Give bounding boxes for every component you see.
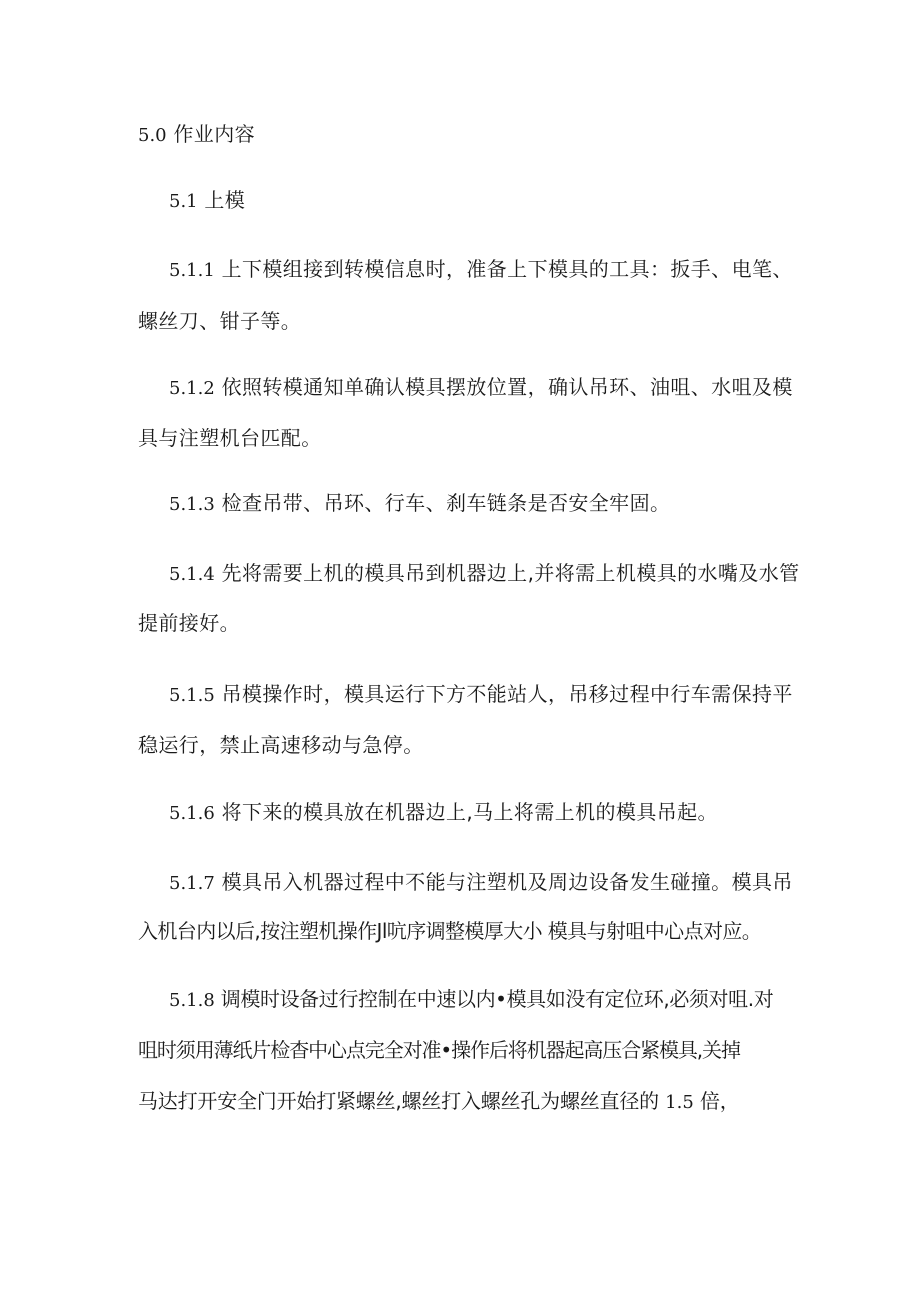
section-number: 5.0	[138, 125, 167, 146]
item-text: 先将需要上机的模具吊到机器边上,并将需上机模具的水嘴及水管	[221, 561, 800, 585]
item-text: 入机台内以后,按注塑机操作Jl吭序调整模厚大小 模具与射咀中心点对应。	[138, 919, 762, 943]
item-number: 5.1.3	[169, 494, 215, 515]
item-5-1-5-line-2	[138, 733, 424, 757]
subsection-title: 上模	[204, 188, 246, 212]
item-5-1-7-line-2	[138, 919, 761, 943]
item-text: 吊模操作时，模具运行下方不能站人，吊移过程中行车需保持平	[221, 682, 793, 706]
item-number: 5.1.5	[169, 685, 215, 706]
item-text: 稳运行，禁止高速移动与急停。	[138, 733, 424, 757]
item-number: 5.1.8	[169, 990, 215, 1011]
item-text: 模具吊入机器过程中不能与注塑机及周边设备发生碰撞。模具吊	[221, 870, 793, 894]
item-5-1-8-line-3	[138, 1089, 740, 1115]
item-text: 具与注塑机台匹配。	[138, 426, 322, 450]
item-text: 马达打开安全门开始打紧螺丝,螺丝打入螺丝孔为螺丝直径的	[138, 1089, 659, 1113]
item-text: 将下来的模具放在机器边上,马上将需上机的模具吊起。	[221, 800, 718, 824]
item-5-1-4-line-1	[169, 561, 800, 587]
item-text: 咀时须用薄纸片检杳中心点完全对准•操作后将机器起高压合紧模具,关掉	[138, 1038, 740, 1062]
item-number: 5.1.1	[169, 260, 215, 281]
item-5-1-2-line-1	[169, 375, 793, 401]
item-5-1-6-line-1	[169, 800, 718, 826]
item-text: 检查吊带、吊环、行车、刹车链条是否安全牢固。	[221, 491, 671, 515]
item-5-1-1-line-1	[169, 257, 793, 283]
item-text: 提前接好。	[138, 611, 240, 635]
item-text: 上下模组接到转模信息时，准备上下模具的工具：扳手、电笔、	[221, 257, 793, 281]
section-heading	[138, 122, 255, 148]
section-title: 作业内容	[173, 122, 256, 146]
item-5-1-8-line-2	[138, 1038, 740, 1062]
item-number: 5.1.2	[169, 378, 215, 399]
item-text: 调模时设备过行控制在中速以内•模具如没有定位环,必须对咀.对	[220, 987, 774, 1011]
item-number: 5.1.6	[169, 803, 215, 824]
subsection-number: 5.1	[169, 191, 198, 212]
item-5-1-3-line-1	[169, 491, 670, 517]
item-5-1-2-line-2	[138, 426, 322, 450]
item-text: 倍，	[699, 1089, 740, 1113]
item-5-1-5-line-1	[169, 682, 793, 708]
item-value: 1.5	[665, 1092, 694, 1113]
item-5-1-7-line-1	[169, 870, 793, 896]
item-text: 螺丝刀、钳子等。	[138, 309, 302, 333]
item-5-1-1-line-2	[138, 309, 301, 333]
item-text: 依照转模通知单确认模具摆放位置，确认吊环、油咀、水咀及模	[221, 375, 793, 399]
item-5-1-8-line-1	[169, 987, 773, 1013]
subsection-heading	[169, 188, 245, 214]
item-number: 5.1.7	[169, 873, 215, 894]
item-number: 5.1.4	[169, 564, 215, 585]
item-5-1-4-line-2	[138, 611, 240, 635]
